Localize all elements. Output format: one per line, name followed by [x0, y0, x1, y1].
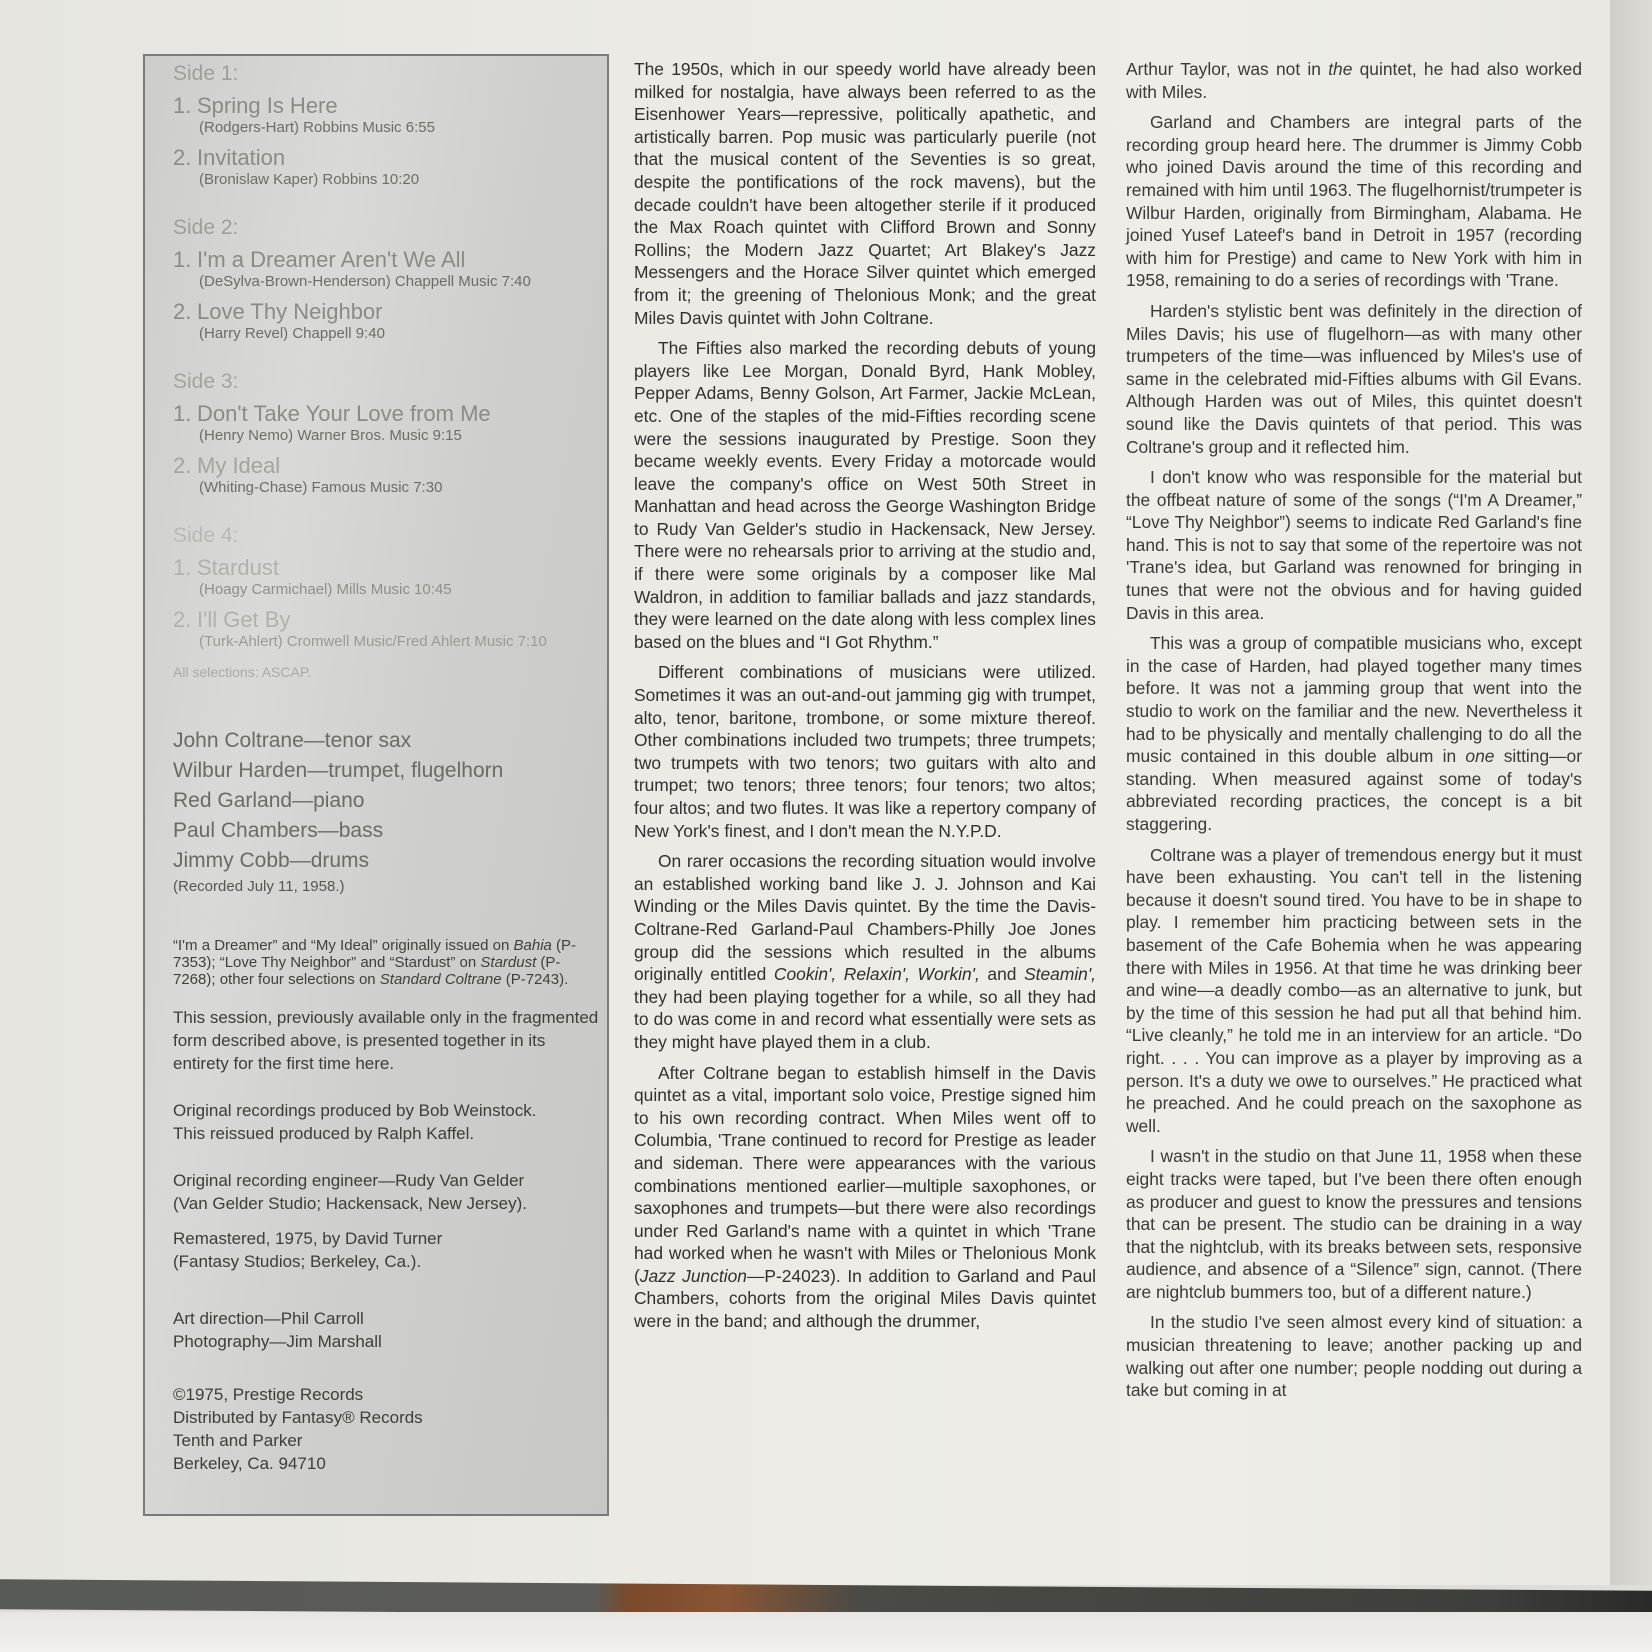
track-title: 1. Stardust	[173, 555, 279, 580]
track-title: 1. Spring Is Here	[173, 93, 338, 118]
notes-paragraph: Different combinations of musicians were utilized. Sometimes it was an out-and-out jamming gig with trumpet, alto, tenor, baritone, trombone, or some mixture thereof. Other combinations included two trumpets; three trumpets; two trumpets with two tenors; two guitars with alto and trumpet; two tenors; three tenors; four tenors; two altos; four altos; and two flutes. It was like a repertory company of New York's finest, and I don't mean the N.Y.P.D.	[634, 662, 1096, 841]
background-surface	[0, 1612, 1652, 1652]
notes-paragraph: The Fifties also marked the recording debuts of young players like Lee Morgan, Donald Byrd, Hank Mobley, Pepper Adams, Benny Golson, Art Farmer, Jackie McLean, etc. One of the staples of the mid-Fifties recording scene were the sessions inaugurated by Prestige. Soon they became weekly events. Every Friday a motorcade would leave the company's office on West 50th Street in Manhattan and head across the George Washington Bridge to Rudy Van Gelder's studio in Hackensack, New Jersey. There were no rehearsals prior to arriving at the studio and, if there were some originals by a composer like Mal Waldron, in addition to familiar ballads and jazz standards, they were learned on the date along with less complex lines based on the blues and “I Got Rhythm.”	[634, 338, 1096, 652]
recording-date: (Recorded July 11, 1958.)	[173, 878, 345, 895]
personnel-item: Red Garland—piano	[173, 789, 365, 812]
personnel-list	[173, 726, 607, 895]
ascap-note: All selections: ASCAP.	[173, 664, 312, 680]
credits-box	[143, 54, 609, 1516]
track-credit: (Harry Revel) Chappell 9:40	[199, 325, 385, 342]
session-note: This session, previously available only in the fragmented form described above, is presented together in its entirety for the first time here.	[173, 1008, 599, 1073]
personnel-item: Paul Chambers—bass	[173, 819, 384, 842]
track-credit: (DeSylva-Brown-Henderson) Chappell Music 7:40	[199, 273, 531, 290]
side-label: Side 1:	[173, 62, 239, 85]
remaster-credits: Remastered, 1975, by David Turner (Fantasy Studios; Berkeley, Ca.).	[173, 1229, 443, 1271]
notes-paragraph: Garland and Chambers are integral parts of the recording group heard here. The drummer is Jimmy Cobb who joined Davis around the time of this recording and remained with him until 1963. The flugelhornist/trumpeter is Wilbur Harden, originally from Birmingham, Alabama. He joined Yusef Lateef's band in Detroit in 1957 (recording with him for Prestige) and came to New York with him in 1958, remaining to do a series of recordings with 'Trane.	[1126, 112, 1582, 291]
liner-notes-column-middle	[634, 58, 1096, 1341]
notes-paragraph: On rarer occasions the recording situation would involve an established working band like J. J. Johnson and Kai Winding or the Miles Davis quintet. By the time the Davis-Coltrane-Red Garland-Paul Chambers-Philly Joe Jones group did the sessions which resulted in the albums originally entitled Cookin', Relaxin', Workin', and Steamin', they had been playing together for a while, so all they had to do was come in and record what essentially were sets as they might have played them in a club.	[634, 851, 1097, 1052]
art-credits: Art direction—Phil Carroll Photography—Jim Marshall	[173, 1309, 382, 1351]
notes-paragraph: Arthur Taylor, was not in the quintet, he had also worked with Miles.	[1126, 59, 1582, 102]
track-title: 2. I'll Get By	[173, 607, 291, 632]
notes-paragraph: After Coltrane began to establish himself in the Davis quintet as a vital, important solo voice, Prestige signed him to his own recording contract. When Miles went off to Columbia, 'Trane continued to record for Prestige as leader and sideman. There were appearances with the various combinations mentioned earlier—multiple saxophones, or saxophones and trumpets—but there were also recordings under Red Garland's name with a quintet in which 'Trane had worked when he wasn't with Miles or Thelonious Monk (Jazz Junction—P-24023). In addition to Garland and Paul Chambers, cohorts from the original Miles Davis quintet were in the band; and although the drummer,	[634, 1062, 1096, 1332]
track-title: 2. My Ideal	[173, 453, 281, 478]
album-edge	[1610, 0, 1652, 1585]
notes-paragraph: In the studio I've seen almost every kind of situation: a musician threatening to leave; another packing up and walking out after one number; people nodding out during a take but coming in at	[1126, 1312, 1582, 1401]
track-credit: (Hoagy Carmichael) Mills Music 10:45	[199, 581, 452, 598]
personnel-item: Wilbur Harden—trumpet, flugelhorn	[173, 759, 504, 782]
side-label: Side 4:	[173, 524, 239, 547]
track-credit: (Whiting-Chase) Famous Music 7:30	[199, 479, 443, 496]
notes-paragraph: This was a group of compatible musicians who, except in the case of Harden, had played together many times before. It was not a jamming group that went into the studio to work on the familiar and the new. Nevertheless it had to be physically and mentally challenging to do all the music contained in this double album in one sitting—or standing. When measured against some of today's abbreviated recording practices, the concept is a bit staggering.	[1126, 633, 1582, 834]
track-title: 1. Don't Take Your Love from Me	[173, 401, 491, 426]
track-title: 1. I'm a Dreamer Aren't We All	[173, 247, 466, 272]
side-label: Side 2:	[173, 216, 239, 239]
track-title: 2. Invitation	[173, 145, 286, 170]
notes-paragraph: Coltrane was a player of tremendous energy but it must have been exhausting. You can't tell in the listening because it doesn't sound tired. You have to be in shape to play. I remember him practicing between sets in the basement of the Cafe Bohemia when he was appearing there with Miles in 1956. At that time he was drinking beer and wine—a deadly combo—as an alternative to junk, but by the time of this session he had put all that behind him. “Live cleanly,” he told me in an interview for an article. “Do right. . . . You can improve as a player by improving as a person. It's a duty we owe to ourselves.” He practiced what he preached. And he could preach on the saxophone as well.	[1126, 844, 1582, 1136]
original-issue-note: “I'm a Dreamer” and “My Ideal” originally issued on Bahia (P-7353); “Love Thy Neighbor” and “Stardust” on Stardust (P-7268); other four selections on Standard Coltrane (P-7243).	[173, 937, 577, 988]
personnel-item: John Coltrane—tenor sax	[173, 729, 412, 752]
personnel-item: Jimmy Cobb—drums	[173, 849, 370, 872]
track-title: 2. Love Thy Neighbor	[173, 299, 383, 324]
notes-paragraph: I don't know who was responsible for the material but the offbeat nature of some of the songs (“I'm A Dreamer,” “Love Thy Neighbor”) seems to indicate Red Garland's fine hand. This is not to say that some of the repertoire was not 'Trane's idea, but Garland was renowned for bringing in tunes that were not the obvious and for having guided Davis in this area.	[1126, 467, 1582, 623]
producer-credits: Original recordings produced by Bob Weinstock. This reissued produced by Ralph Kaffel.	[173, 1101, 537, 1143]
copyright-block: ©1975, Prestige Records Distributed by Fantasy® Records Tenth and Parker Berkeley, Ca. 94710	[173, 1385, 423, 1473]
notes-paragraph: The 1950s, which in our speedy world have already been milked for nostalgia, have always been referred to as the Eisenhower Years—repressive, politically apathetic, and artistically barren. Pop music was particularly puerile (not that the musical content of the Seventies is so great, despite the pontifications of the rock mavens), but the decade couldn't have been altogether sterile if it produced the Max Roach quintet with Clifford Brown and Sonny Rollins; the Modern Jazz Quartet; Art Blakey's Jazz Messengers and the Horace Silver quintet which emerged from it; the greening of Thelonious Monk; and the great Miles Davis quintet with John Coltrane.	[634, 59, 1096, 328]
engineer-credits: Original recording engineer—Rudy Van Gelder (Van Gelder Studio; Hackensack, New Jersey).	[173, 1171, 527, 1213]
track-credit: (Turk-Ahlert) Cromwell Music/Fred Ahlert Music 7:10	[199, 633, 547, 650]
side-label: Side 3:	[173, 370, 239, 393]
track-credit: (Henry Nemo) Warner Bros. Music 9:15	[199, 427, 462, 444]
notes-paragraph: Harden's stylistic bent was definitely in the direction of Miles Davis; his use of flugelhorn—as with many other trumpeters of the time—was influenced by Miles's use of same in the celebrated mid-Fifties albums with Gil Evans. Although Harden was out of Miles, this quintet doesn't sound like the Davis quintets of that period. This was Coltrane's group and it reflected him.	[1126, 300, 1582, 457]
track-credit: (Bronislaw Kaper) Robbins 10:20	[199, 171, 420, 188]
notes-paragraph: I wasn't in the studio on that June 11, 1958 when these eight tracks were taped, but I've been there often enough as producer and guest to know the pressures and tensions that can be present. The studio can be draining in a way that the nightclub, with its breaks between sets, responsive audience, and absence of a “Silence” sign, cannot. (There are nightclub bummers too, but of a different nature.)	[1126, 1146, 1582, 1302]
track-credit: (Rodgers-Hart) Robbins Music 6:55	[199, 119, 435, 136]
liner-notes-column-right	[1126, 58, 1582, 1410]
